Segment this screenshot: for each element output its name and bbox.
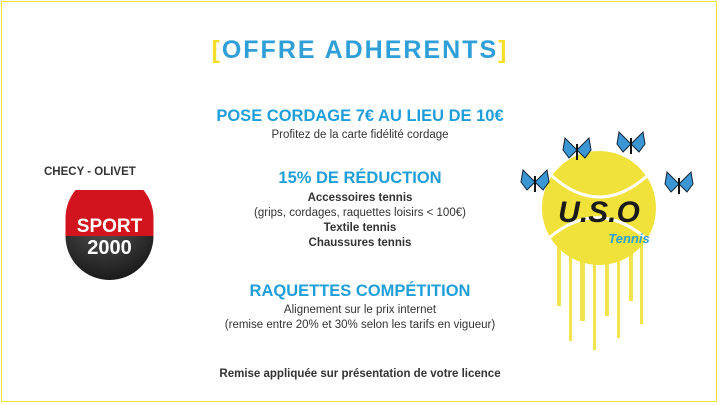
- offer-line: (remise entre 20% et 30% selon les tarifs en vigueur): [224, 319, 496, 331]
- offer-line: Textile tennis: [323, 222, 397, 234]
- club-logo-subtext: Tennis: [608, 231, 650, 246]
- offer-line: (grips, cordages, raquettes loisirs < 100€): [254, 207, 466, 219]
- butterfly-icon: [521, 170, 549, 192]
- footer-note: [190, 368, 530, 380]
- club-logo-text: U.S.O: [558, 196, 640, 229]
- store-location: CHECY - OLIVET: [44, 166, 136, 178]
- offer-raquettes: [190, 282, 530, 331]
- butterfly-icon: [617, 132, 645, 154]
- offer-cordage: [190, 107, 530, 141]
- offer-heading: 15% DE RÉDUCTION: [278, 169, 442, 187]
- title-bracket-left: [: [211, 36, 222, 64]
- offer-line: Chaussures tennis: [308, 237, 412, 249]
- footer-text: Remise appliquée sur présentation de votre licence: [219, 368, 501, 380]
- logo-sport-text: SPORT: [76, 216, 143, 237]
- offer-heading: POSE CORDAGE 7€ AU LIEU DE 10€: [216, 107, 504, 125]
- page-title: [0, 36, 720, 65]
- sport2000-logo: [62, 190, 157, 282]
- uso-tennis-logo: [517, 126, 700, 352]
- offer-reduction: [190, 169, 530, 249]
- logo-2000-text: 2000: [87, 237, 132, 259]
- offer-line: Profitez de la carte fidélité cordage: [271, 129, 449, 141]
- title-text: OFFRE ADHERENTS: [221, 36, 499, 64]
- offer-line: Accessoires tennis: [307, 192, 413, 204]
- offer-heading: RAQUETTES COMPÉTITION: [249, 282, 471, 300]
- offer-line: Alignement sur le prix internet: [283, 304, 437, 316]
- title-bracket-right: ]: [498, 36, 509, 64]
- butterfly-icon: [665, 172, 693, 194]
